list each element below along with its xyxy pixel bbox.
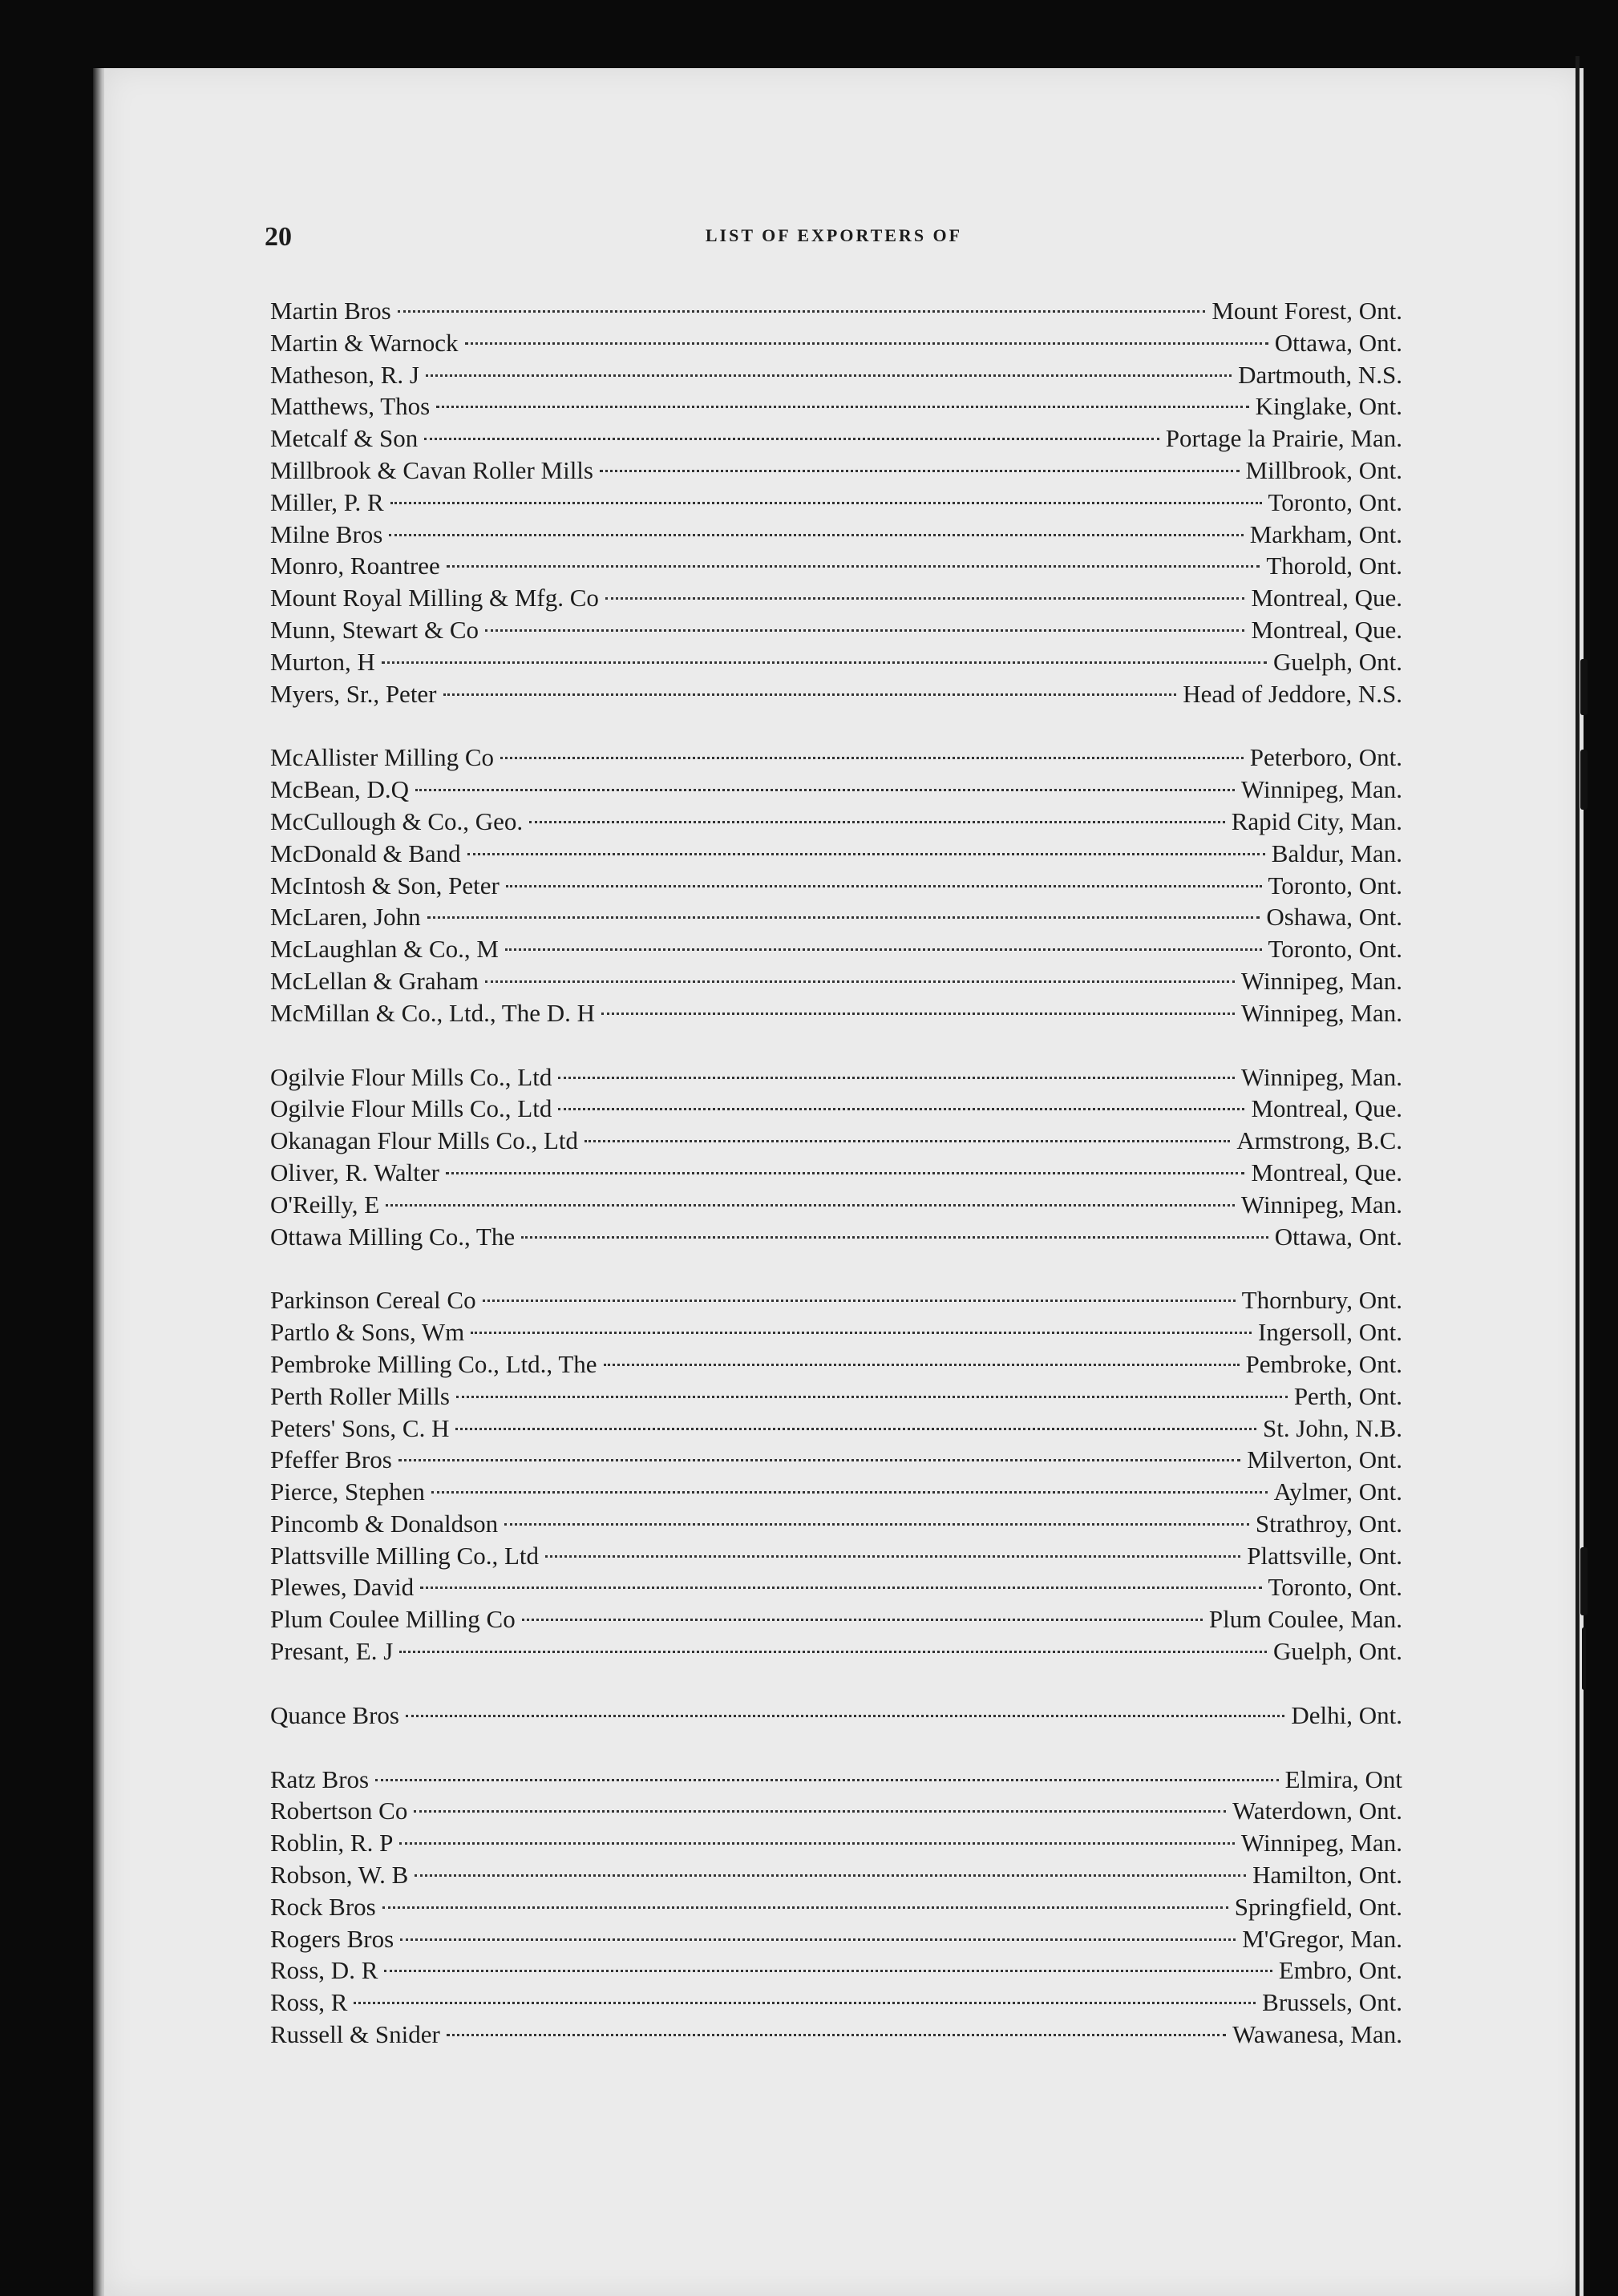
exporter-location: Milverton, Ont. (1247, 1445, 1402, 1474)
exporter-name: Murton, H (270, 647, 375, 676)
exporter-name: Matthews, Thos (270, 392, 431, 421)
exporter-name: Pincomb & Donaldson (270, 1509, 499, 1538)
exporter-location: Brussels, Ont. (1262, 1988, 1402, 2017)
dot-leader (415, 1874, 1246, 1877)
exporter-entry (270, 1444, 1402, 1476)
exporter-location: Perth, Ont. (1293, 1381, 1402, 1410)
exporter-entry (270, 1603, 1402, 1635)
dot-leader (545, 1555, 1240, 1558)
exporter-name: Partlo & Sons, Wm (270, 1318, 465, 1347)
exporter-location: Markham, Ont. (1249, 519, 1402, 548)
dot-leader (506, 885, 1262, 887)
exporter-location: Baldur, Man. (1271, 839, 1402, 867)
exporter-name: Plattsville Milling Co., Ltd (270, 1541, 539, 1570)
dot-leader (504, 1523, 1249, 1526)
exporter-name: Peters' Sons, C. H (270, 1413, 450, 1442)
exporter-entry (270, 774, 1402, 806)
dot-leader (382, 661, 1267, 664)
exporter-name: Plewes, David (270, 1573, 415, 1602)
exporter-entry (270, 1987, 1402, 2019)
dot-leader (400, 1938, 1236, 1941)
group-gap (270, 1667, 1402, 1700)
exporter-entry (270, 901, 1402, 933)
dot-leader (485, 629, 1244, 632)
exporter-entry (270, 1891, 1402, 1923)
dot-leader (558, 1077, 1235, 1079)
exporter-location: Waterdown, Ont. (1232, 1797, 1402, 1825)
exporter-name: Ratz Bros (270, 1764, 370, 1793)
exporter-name: Millbrook & Cavan Roller Mills (270, 455, 593, 484)
exporter-entry (270, 519, 1402, 551)
exporter-entry (270, 390, 1402, 422)
dot-leader (485, 980, 1235, 983)
exporter-name: Roblin, R. P (270, 1829, 394, 1857)
dot-leader (601, 1013, 1235, 1015)
exporter-name: Oliver, R. Walter (270, 1158, 439, 1186)
exporter-location: Strathroy, Ont. (1255, 1509, 1402, 1538)
exporter-entry (270, 1284, 1402, 1316)
exporter-location: Delhi, Ont. (1291, 1700, 1402, 1729)
exporter-name: Robertson Co (270, 1797, 408, 1825)
exporter-name: Okanagan Flour Mills Co., Ltd (270, 1126, 579, 1155)
exporter-entry (270, 1923, 1402, 1955)
exporter-name: Ogilvie Flour Mills Co., Ltd (270, 1062, 552, 1091)
dot-leader (420, 1587, 1261, 1589)
exporter-location: Wawanesa, Man. (1232, 2020, 1402, 2049)
exporter-location: Guelph, Ont. (1272, 647, 1402, 676)
exporter-name: Ogilvie Flour Mills Co., Ltd (270, 1094, 552, 1123)
exporter-location: Winnipeg, Man. (1240, 966, 1402, 995)
exporter-location: Ottawa, Ont. (1274, 1222, 1402, 1251)
exporter-location: St. John, N.B. (1263, 1413, 1402, 1442)
exporter-location: Montreal, Que. (1251, 1158, 1402, 1186)
exporter-entry (270, 1827, 1402, 1859)
dot-leader (443, 693, 1177, 696)
exporter-entry (270, 997, 1402, 1029)
exporter-name: Presant, E. J (270, 1637, 394, 1666)
dot-leader (382, 1906, 1228, 1909)
exporter-name: Myers, Sr., Peter (270, 679, 437, 708)
dot-leader (529, 821, 1225, 823)
page-number: 20 (265, 222, 292, 252)
scan-mark (1580, 1547, 1588, 1615)
exporter-location: Oshawa, Ont. (1266, 903, 1402, 932)
exporter-name: McLaren, John (270, 903, 421, 932)
exporter-entry (270, 550, 1402, 582)
exporter-entry (270, 1380, 1402, 1413)
exporter-location: Toronto, Ont. (1268, 1573, 1402, 1602)
dot-leader (384, 1970, 1272, 1972)
exporter-location: Head of Jeddore, N.S. (1183, 679, 1402, 708)
dot-leader (600, 470, 1240, 472)
dot-leader (426, 374, 1232, 377)
dot-leader (585, 1140, 1230, 1142)
exporter-location: Thorold, Ont. (1266, 552, 1402, 580)
page-edge-line (1576, 56, 1580, 2296)
exporter-entry (270, 965, 1402, 997)
exporter-entry (270, 1859, 1402, 1891)
exporter-location: Toronto, Ont. (1268, 935, 1402, 964)
exporter-location: Winnipeg, Man. (1240, 775, 1402, 804)
exporter-location: Millbrook, Ont. (1245, 455, 1402, 484)
exporter-name: Rogers Bros (270, 1924, 394, 1953)
dot-leader (455, 1428, 1256, 1430)
dot-leader (398, 310, 1206, 313)
exporter-name: McMillan & Co., Ltd., The D. H (270, 998, 595, 1027)
exporter-location: Plum Coulee, Man. (1208, 1605, 1402, 1634)
exporter-location: Hamilton, Ont. (1252, 1861, 1402, 1890)
exporter-location: Plattsville, Ont. (1247, 1541, 1402, 1570)
exporter-name: Martin & Warnock (270, 328, 459, 357)
exporter-entry (270, 1125, 1402, 1157)
exporter-location: Winnipeg, Man. (1240, 1829, 1402, 1857)
exporter-entry (270, 1635, 1402, 1667)
exporter-name: Rock Bros (270, 1892, 376, 1921)
exporter-location: Ottawa, Ont. (1274, 328, 1402, 357)
exporter-name: Munn, Stewart & Co (270, 615, 479, 644)
dot-leader (467, 853, 1265, 855)
exporter-location: Armstrong, B.C. (1236, 1126, 1402, 1155)
scan-mark (1582, 1627, 1586, 1690)
exporter-location: Kinglake, Ont. (1255, 392, 1402, 421)
exporter-location: Ingersoll, Ont. (1258, 1318, 1402, 1347)
exporter-entry (270, 2019, 1402, 2051)
exporter-name: Pfeffer Bros (270, 1445, 392, 1474)
group-gap (270, 1029, 1402, 1061)
exporter-name: McDonald & Band (270, 839, 461, 867)
group-gap (270, 1732, 1402, 1764)
dot-leader (605, 597, 1245, 600)
exporter-location: Winnipeg, Man. (1240, 1062, 1402, 1091)
exporter-location: Peterboro, Ont. (1249, 743, 1402, 772)
exporter-entry (270, 295, 1402, 327)
dot-leader (558, 1108, 1244, 1110)
exporter-name: Russell & Snider (270, 2020, 440, 2049)
exporter-name: Matheson, R. J (270, 360, 419, 389)
exporter-name: Robson, W. B (270, 1861, 409, 1890)
exporter-location: Embro, Ont. (1278, 1956, 1402, 1985)
exporter-name: Ross, R (270, 1988, 348, 2017)
exporter-location: Springfield, Ont. (1234, 1892, 1402, 1921)
exporter-entry (270, 1413, 1402, 1445)
exporter-name: McLaughlan & Co., M (270, 935, 499, 964)
dot-leader (406, 1715, 1284, 1717)
exporter-entry (270, 1189, 1402, 1221)
exporter-name: Parkinson Cereal Co (270, 1286, 476, 1315)
exporter-entry (270, 742, 1402, 774)
dot-leader (427, 916, 1260, 919)
exporter-name: Quance Bros (270, 1700, 399, 1729)
exporter-name: Ross, D. R (270, 1956, 378, 1985)
exporter-entry (270, 1221, 1402, 1253)
dot-leader (386, 1204, 1235, 1207)
exporter-entry (270, 1700, 1402, 1732)
exporter-location: Montreal, Que. (1251, 1094, 1402, 1123)
exporter-location: Rapid City, Man. (1231, 806, 1402, 835)
exporter-entry (270, 1476, 1402, 1508)
exporter-location: Montreal, Que. (1251, 615, 1402, 644)
exporter-entry (270, 678, 1402, 710)
exporter-location: Thornbury, Ont. (1241, 1286, 1402, 1315)
group-gap (270, 709, 1402, 742)
exporter-location: Pembroke, Ont. (1245, 1349, 1402, 1378)
exporter-location: Winnipeg, Man. (1240, 1190, 1402, 1219)
exporter-name: Ottawa Milling Co., The (270, 1222, 516, 1251)
exporter-name: Monro, Roantree (270, 552, 440, 580)
exporter-entry (270, 1093, 1402, 1125)
dot-leader (505, 948, 1262, 951)
scan-mark (1580, 750, 1588, 810)
exporter-entry (270, 1316, 1402, 1348)
dot-leader (446, 1172, 1245, 1174)
exporter-location: Guelph, Ont. (1272, 1637, 1402, 1666)
dot-leader (483, 1300, 1236, 1302)
dot-leader (389, 534, 1243, 536)
dot-leader (390, 502, 1262, 504)
exporter-location: Portage la Prairie, Man. (1165, 424, 1402, 453)
exporter-entry (270, 582, 1402, 614)
exporter-location: Dartmouth, N.S. (1238, 360, 1402, 389)
exporter-entry (270, 1795, 1402, 1827)
scan-mark (1580, 659, 1588, 715)
exporter-name: McIntosh & Son, Peter (270, 871, 500, 899)
exporter-entry (270, 1764, 1402, 1796)
exporter-entry (270, 614, 1402, 646)
exporter-entry (270, 646, 1402, 678)
exporter-entry (270, 1157, 1402, 1189)
exporter-location: Montreal, Que. (1251, 584, 1402, 612)
exporter-name: Miller, P. R (270, 487, 384, 516)
page-header (265, 222, 1403, 254)
exporter-name: Mount Royal Milling & Mfg. Co (270, 584, 599, 612)
exporter-name: McBean, D.Q (270, 775, 410, 804)
dot-leader (354, 2002, 1256, 2004)
exporter-name: McLellan & Graham (270, 966, 479, 995)
exporter-entry (270, 487, 1402, 519)
exporter-entry (270, 1540, 1402, 1572)
exporter-entry (270, 870, 1402, 902)
dot-leader (398, 1459, 1240, 1461)
dot-leader (414, 1810, 1226, 1813)
dot-leader (500, 757, 1244, 759)
dot-leader (471, 1332, 1252, 1334)
dot-leader (447, 565, 1260, 568)
group-gap (270, 1252, 1402, 1284)
exporter-name: Metcalf & Son (270, 424, 419, 453)
exporter-name: Milne Bros (270, 519, 383, 548)
exporter-listing (270, 295, 1402, 2051)
dot-leader (424, 438, 1159, 440)
dot-leader (399, 1651, 1267, 1653)
dot-leader (604, 1364, 1240, 1366)
dot-leader (447, 2034, 1226, 2036)
exporter-name: Pembroke Milling Co., Ltd., The (270, 1349, 597, 1378)
exporter-location: Winnipeg, Man. (1240, 998, 1402, 1027)
dot-leader (375, 1779, 1279, 1781)
exporter-entry (270, 1348, 1402, 1380)
dot-leader (465, 342, 1268, 345)
exporter-location: Elmira, Ont (1284, 1764, 1402, 1793)
exporter-name: Martin Bros (270, 297, 391, 325)
exporter-entry (270, 838, 1402, 870)
exporter-entry (270, 1571, 1402, 1603)
dot-leader (436, 406, 1248, 408)
dot-leader (456, 1396, 1288, 1398)
exporter-name: Plum Coulee Milling Co (270, 1605, 516, 1634)
dot-leader (521, 1236, 1268, 1239)
exporter-entry (270, 933, 1402, 965)
exporter-entry (270, 359, 1402, 391)
exporter-name: McAllister Milling Co (270, 743, 494, 772)
running-title: LIST OF EXPORTERS OF (705, 225, 963, 245)
dot-leader (399, 1842, 1235, 1845)
dot-leader (431, 1491, 1268, 1494)
exporter-entry (270, 1508, 1402, 1540)
exporter-location: M'Gregor, Man. (1242, 1924, 1402, 1953)
exporter-entry (270, 455, 1402, 487)
exporter-location: Toronto, Ont. (1268, 871, 1402, 899)
exporter-location: Aylmer, Ont. (1273, 1477, 1402, 1506)
exporter-location: Mount Forest, Ont. (1211, 297, 1402, 325)
exporter-entry (270, 806, 1402, 838)
exporter-name: McCullough & Co., Geo. (270, 806, 524, 835)
exporter-entry (270, 327, 1402, 359)
dot-leader (415, 789, 1235, 791)
exporter-location: Toronto, Ont. (1268, 487, 1402, 516)
exporter-name: O'Reilly, E (270, 1190, 380, 1219)
exporter-name: Pierce, Stephen (270, 1477, 425, 1506)
exporter-entry (270, 422, 1402, 455)
dot-leader (522, 1619, 1203, 1621)
exporter-entry (270, 1061, 1402, 1093)
exporter-entry (270, 1954, 1402, 1987)
exporter-name: Perth Roller Mills (270, 1381, 450, 1410)
